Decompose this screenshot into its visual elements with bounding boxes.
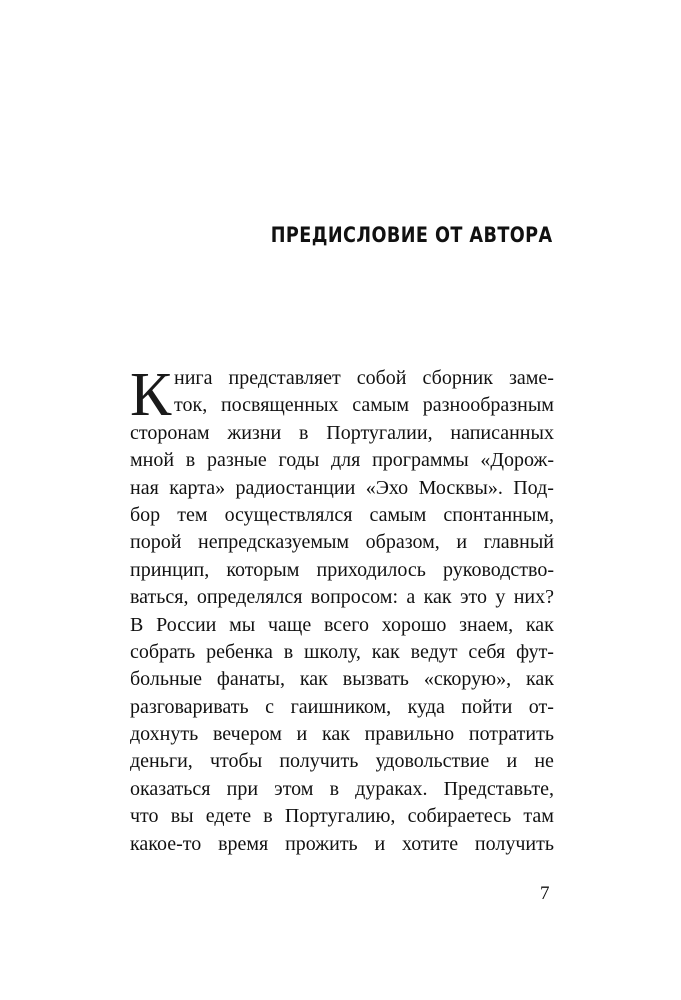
text-line [130,557,554,584]
word: знаем, [459,613,514,636]
text-line [130,584,554,611]
word: Под- [513,476,554,499]
text-line [130,447,554,474]
word: непредсказуемым [197,531,350,554]
word: вопросом: [310,586,398,609]
word: бор [130,503,161,526]
word: с [265,695,275,718]
word: как [423,586,452,609]
word: собой [356,367,407,389]
text-line [130,721,554,748]
word: посвященных [220,394,339,417]
word: приходилось [316,558,426,581]
text-line [130,639,554,666]
word: образом, [365,531,440,554]
word: Португалию, [284,805,396,828]
word: хорошо [381,613,447,636]
word: самым [352,394,409,417]
word: самым [369,503,427,526]
word: сборник [422,367,493,389]
word: какое-то [130,832,202,855]
word: как [299,668,328,691]
word: разные [206,449,267,472]
word: разнообразным [422,394,554,417]
word: деньги, [130,750,193,773]
word: и [296,723,308,746]
text-line [130,365,554,392]
word: собираетесь [407,805,512,828]
text-line [130,831,554,858]
word: что [130,805,159,828]
word: а [406,586,416,609]
word: радиостанции [235,476,356,499]
word: чаще [267,613,312,636]
word: заме- [508,367,554,389]
word: этом [274,777,314,800]
word: годы [278,449,320,472]
word: «Дорож- [480,449,554,472]
text-line [130,748,554,775]
word: осуществлялся [224,503,353,526]
word: получить [474,832,554,855]
word: дураках. [355,777,428,800]
word: собрать [130,640,196,663]
body-text [130,361,554,858]
word: пойти [461,695,513,718]
word: правильно [364,723,455,746]
word: ваться, [130,586,189,609]
word: Португалии, [326,421,433,444]
word: фанаты, [216,668,285,691]
text-line [130,666,554,693]
word: себя [468,640,506,663]
word: написанных [450,421,554,444]
word: разговаривать [130,695,249,718]
word: «Эхо [365,476,409,499]
word: нига [174,367,213,389]
word: потратить [468,723,554,746]
word: не [534,750,554,773]
page-number: 7 [540,883,550,904]
text-line [130,392,554,419]
word: как [321,723,350,746]
word: Представьте, [443,777,554,800]
word: там [523,805,554,828]
word: как [525,613,554,636]
word: вызвать [342,668,409,691]
text-line [130,612,554,639]
word: Москвы». [418,476,503,499]
word: в [263,805,273,828]
word: главный [483,531,554,554]
word: для [331,449,361,472]
word: жизни [227,421,282,444]
word: и [374,832,386,855]
word: России [156,613,217,636]
word: чтобы [209,750,263,773]
word: «скорую», [423,668,512,691]
text-line [130,694,554,721]
word: всего [323,613,369,636]
word: и [506,750,518,773]
word: едете [205,805,252,828]
word: них? [513,586,554,609]
word: мной [130,449,175,472]
word: гаишником, [290,695,392,718]
word: школу, [304,640,361,663]
word: порой [130,531,182,554]
word: вы [170,805,194,828]
word: больные [130,668,203,691]
word: это [459,586,487,609]
word: руководство- [443,558,554,581]
word: фут- [516,640,554,663]
word: ная [130,476,159,499]
word: как [371,640,400,663]
word: в [329,777,340,800]
word: хотите [402,832,459,855]
word: вечером [212,723,282,746]
text-line [130,776,554,803]
text-line [130,420,554,447]
text-line [130,475,554,502]
text-line [130,803,554,830]
word: мы [229,613,256,636]
word: у [495,586,506,609]
word: в [283,640,294,663]
chapter-title: ПРЕДИСЛОВИЕ ОТ АВТОРА [271,223,553,247]
word: В [130,613,144,636]
word: при [226,777,259,800]
word: сторонам [130,421,210,444]
word: тем [177,503,208,526]
word: принцип, [130,558,210,581]
word: представляет [228,367,341,389]
word: дохнуть [130,723,199,746]
word: спонтанным, [443,503,554,526]
word: оказаться [130,777,211,800]
text-line [130,502,554,529]
word: ведут [410,640,458,663]
word: карта» [169,476,226,499]
drop-cap: К [130,361,172,429]
word: время [218,832,269,855]
word: ток, [174,394,208,417]
word: программы [372,449,469,472]
word: куда [407,695,445,718]
text-line [130,529,554,556]
word: определялся [196,586,303,609]
word: прожить [285,832,358,855]
word: как [525,668,554,691]
word: в [185,449,196,472]
word: в [299,421,309,444]
word: которым [226,558,300,581]
word: от- [528,695,554,718]
word: ребенка [206,640,273,663]
word: и [456,531,468,554]
word: удовольствие [375,750,490,773]
word: получить [279,750,359,773]
